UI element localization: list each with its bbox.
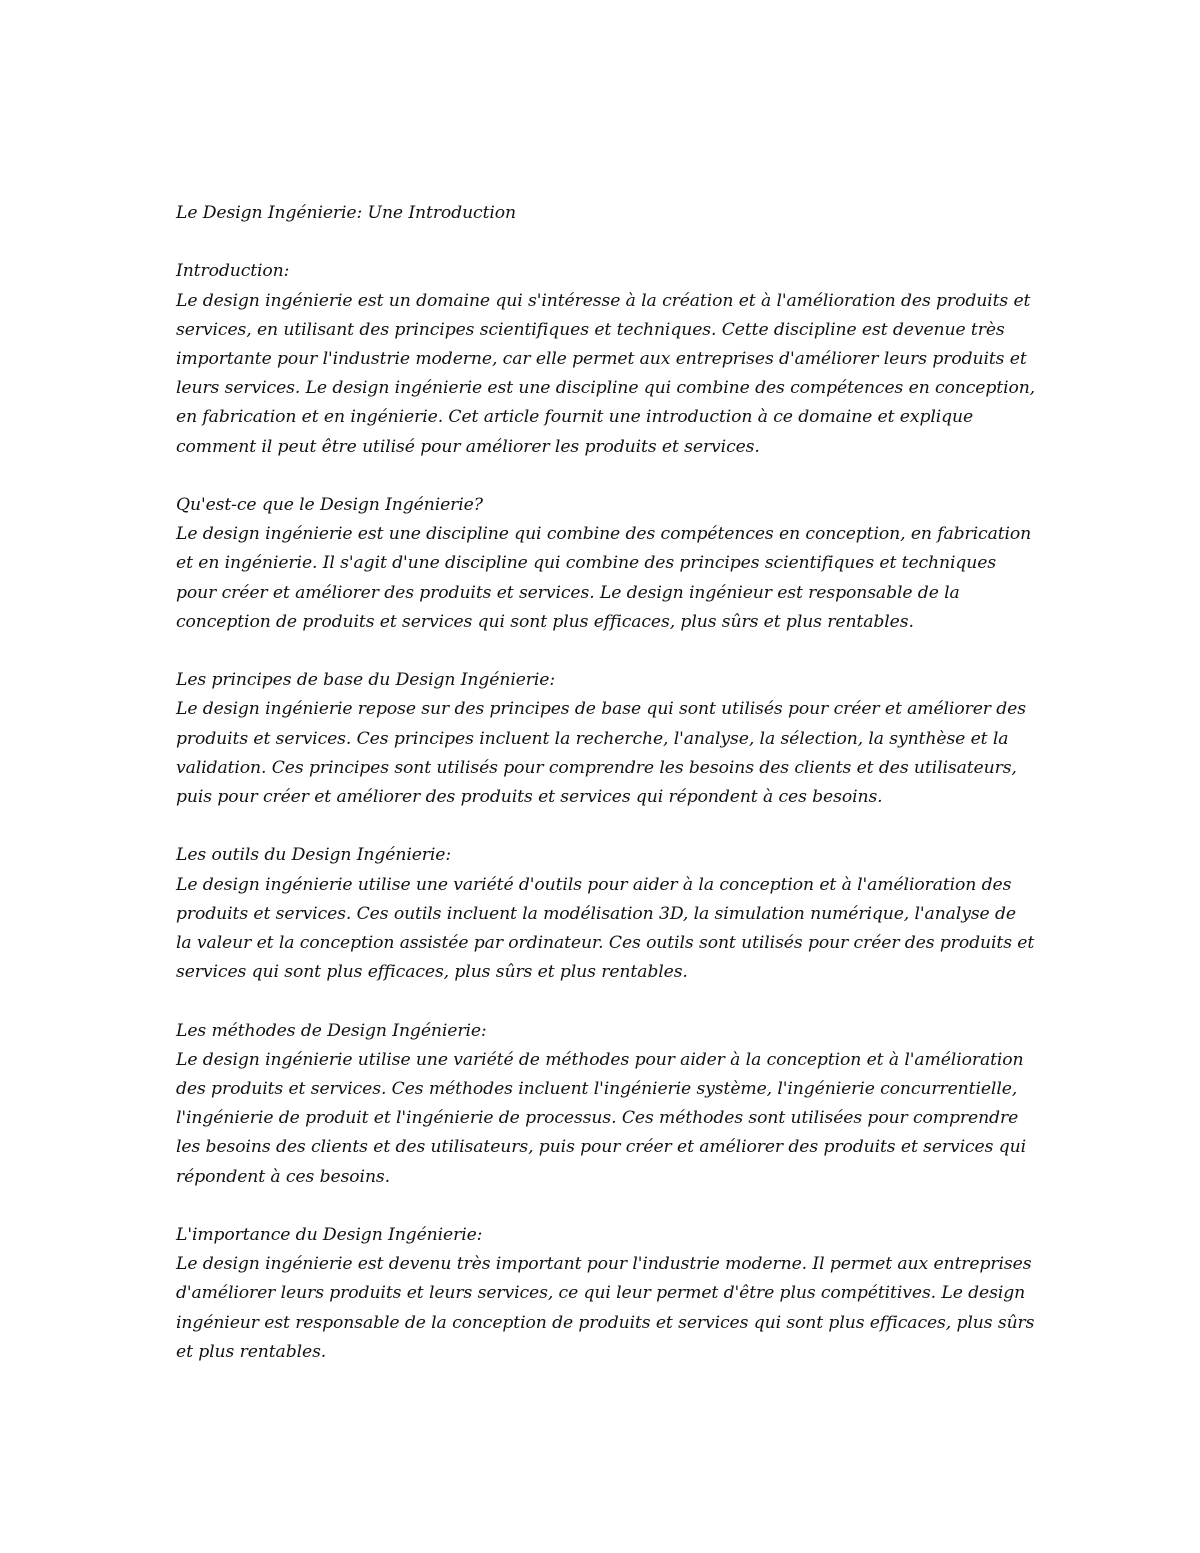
section-heading: Les méthodes de Design Ingénierie: [176, 1020, 487, 1041]
section-introduction [176, 257, 1036, 461]
section-body: Le design ingénierie est une discipline qui combine des compétences en conception, en fabrication et en ingénierie. Il s'agit d'une discipline qui combine des principes scientifiques et techniques pour créer et améliorer des produits et services. Le design ingénieur est responsable de la conception de produits et services qui sont plus efficaces, plus sûrs et plus rentables. [176, 524, 1032, 632]
section-tools [176, 841, 1036, 987]
section-body: Le design ingénierie utilise une variété de méthodes pour aider à la conception et à l'amélioration des produits et services. Ces méthodes incluent l'ingénierie système, l'ingénierie concurrentielle, l'ingénierie de produit et l'ingénierie de processus. Ces méthodes sont utilisées pour comprendre les besoins des clients et des utilisateurs, puis pour créer et améliorer des produits et services qui répondent à ces besoins. [176, 1049, 1026, 1187]
section-principles [176, 666, 1036, 812]
section-methods [176, 1017, 1036, 1192]
section-body: Le design ingénierie est devenu très important pour l'industrie moderne. Il permet aux entreprises d'améliorer leurs produits et leurs services, ce qui leur permet d'être plus compétitives. Le design ingénieur est responsable de la conception de produits et services qui sont plus efficaces, plus sûrs et plus rentables. [176, 1254, 1035, 1362]
section-heading: Les principes de base du Design Ingénierie: [176, 670, 556, 691]
section-heading: L'importance du Design Ingénierie: [176, 1225, 483, 1246]
section-importance [176, 1221, 1036, 1367]
section-body: Le design ingénierie utilise une variété d'outils pour aider à la conception et à l'amélioration des produits et services. Ces outils incluent la modélisation 3D, la simulation numérique, l'analyse de la valeur et la conception assistée par ordinateur. Ces outils sont utilisés pour créer des produits et services qui sont plus efficaces, plus sûrs et plus rentables. [176, 874, 1035, 983]
section-heading: Les outils du Design Ingénierie: [176, 845, 452, 866]
document-content [176, 199, 1036, 1396]
section-what-is [176, 491, 1036, 637]
section-body: Le design ingénierie repose sur des principes de base qui sont utilisés pour créer et améliorer des produits et services. Ces principes incluent la recherche, l'analyse, la sélection, la synthèse et la validation. Ces principes sont utilisés pour comprendre les besoins des clients et des utilisateurs, puis pour créer et améliorer des produits et services qui répondent à ces besoins. [176, 699, 1026, 808]
section-heading: Qu'est-ce que le Design Ingénierie? [176, 495, 483, 515]
section-body: Le design ingénierie est un domaine qui s'intéresse à la création et à l'amélioration des produits et services, en utilisant des principes scientifiques et techniques. Cette discipline est devenue très importante pour l'industrie moderne, car elle permet aux entreprises d'améliorer leurs produits et leurs services. Le design ingénierie est une discipline qui combine des compétences en conception, en fabrication et en ingénierie. Cet article fournit une introduction à ce domaine et explique comment il peut être utilisé pour améliorer les produits et services. [176, 290, 1036, 457]
section-heading: Introduction: [176, 261, 290, 282]
document-title: Le Design Ingénierie: Une Introduction [176, 203, 517, 223]
